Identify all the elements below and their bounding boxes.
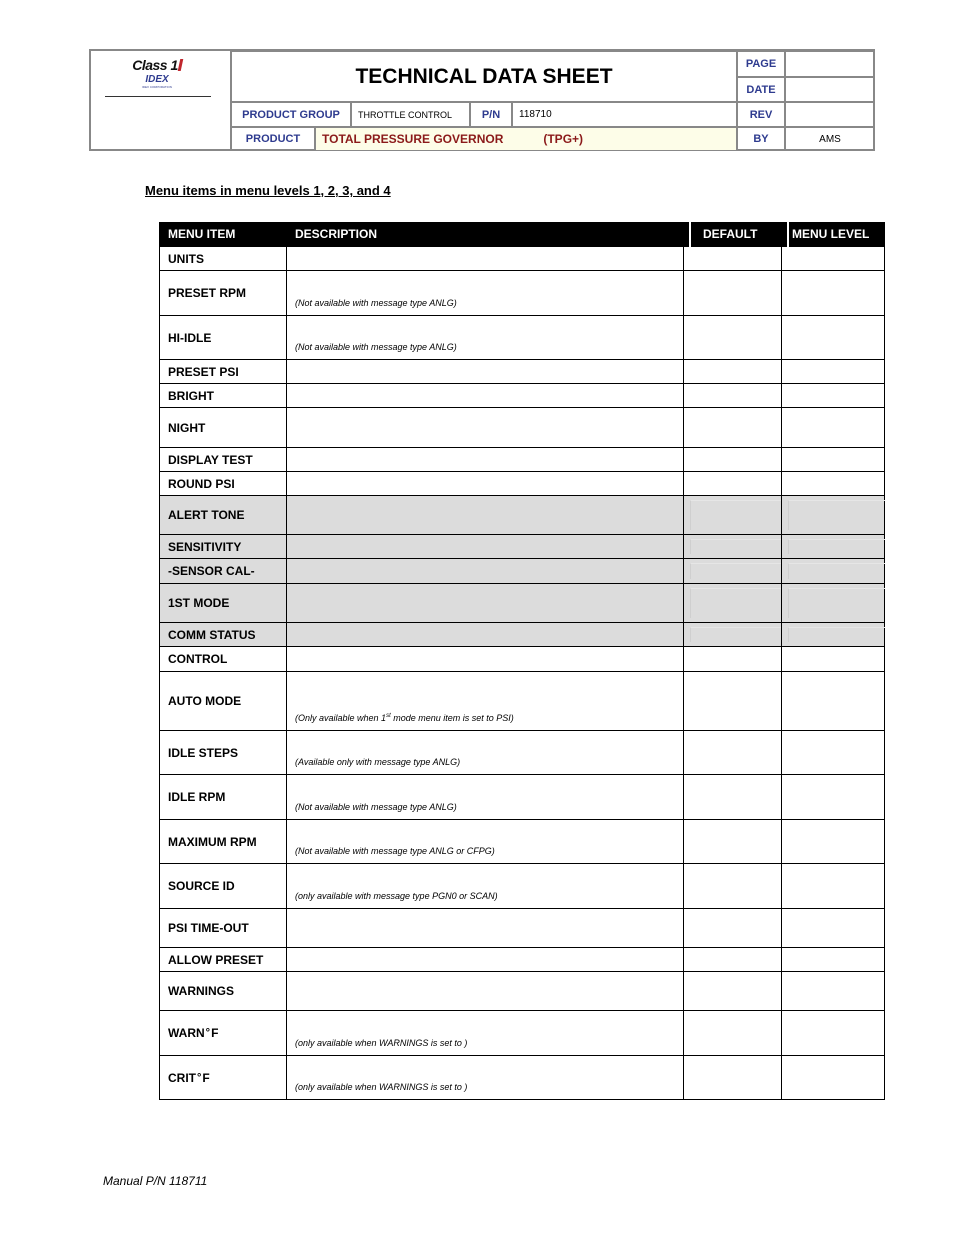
table-row [159, 1011, 885, 1056]
menu-item-cell: COMM STATUS [160, 623, 287, 646]
default-cell [684, 384, 782, 407]
description-cell [287, 1056, 684, 1099]
menu-level-cell [782, 448, 885, 471]
menu-item-cell: ALLOW PRESET [160, 948, 287, 971]
menu-item-cell: WARNINGS [160, 972, 287, 1010]
table-row-shaded [159, 584, 885, 623]
menu-level-cell [782, 948, 885, 971]
section-title: Menu items in menu levels 1, 2, 3, and 4 [145, 183, 391, 198]
column-header-default: DEFAULT [703, 227, 758, 241]
menu-level-cell [782, 384, 885, 407]
pn-value: 118710 [512, 102, 737, 127]
menu-level-cell [782, 1056, 885, 1099]
column-header-menu-item: MENU ITEM [168, 227, 236, 241]
default-cell [684, 948, 782, 971]
table-row [159, 472, 885, 496]
pn-label: P/N [470, 102, 512, 127]
page-value [785, 51, 875, 77]
menu-items-table [159, 222, 885, 1100]
menu-item-cell: UNITS [160, 247, 287, 270]
table-row [159, 408, 885, 448]
table-row [159, 316, 885, 360]
description-cell [287, 408, 684, 447]
default-cell [684, 1056, 782, 1099]
table-row [159, 360, 885, 384]
table-row-shaded [159, 559, 885, 584]
table-header [159, 222, 885, 247]
table-row-shaded [159, 496, 885, 535]
menu-item-cell: NIGHT [160, 408, 287, 447]
table-row [159, 1056, 885, 1100]
product-label: PRODUCT [231, 127, 315, 151]
default-cell [684, 584, 782, 622]
product-value [315, 127, 737, 151]
description-cell [287, 316, 684, 359]
menu-item-cell: WARN ° F [160, 1011, 287, 1055]
rev-value [785, 102, 875, 127]
description-cell [287, 496, 684, 534]
menu-level-cell [782, 775, 885, 819]
description-cell [287, 271, 684, 315]
table-row [159, 247, 885, 271]
by-value: AMS [785, 127, 875, 151]
page-label: PAGE [737, 51, 785, 77]
menu-level-cell [782, 820, 885, 863]
menu-item-cell: -SENSOR CAL- [160, 559, 287, 583]
default-cell [684, 559, 782, 583]
description-cell [287, 559, 684, 583]
default-cell [684, 496, 782, 534]
default-cell [684, 623, 782, 646]
default-cell [684, 972, 782, 1010]
description-cell [287, 864, 684, 908]
date-value [785, 77, 875, 102]
description-cell [287, 384, 684, 407]
default-cell [684, 271, 782, 315]
menu-item-cell: HI-IDLE [160, 316, 287, 359]
description-cell [287, 820, 684, 863]
menu-item-cell: DISPLAY TEST [160, 448, 287, 471]
menu-level-cell [782, 584, 885, 622]
availability-note: (Not available with message type ANLG) [295, 298, 457, 308]
default-cell [684, 1011, 782, 1055]
class1-logo: Class 1 [103, 57, 211, 73]
availability-note: (Not available with message type ANLG) [295, 802, 457, 812]
menu-item-cell: AUTO MODE [160, 672, 287, 730]
table-row [159, 271, 885, 316]
product-group-label: PRODUCT GROUP [231, 102, 351, 127]
default-cell [684, 360, 782, 383]
menu-level-cell [782, 496, 885, 534]
menu-item-cell: PRESET PSI [160, 360, 287, 383]
default-cell [684, 775, 782, 819]
description-cell [287, 623, 684, 646]
menu-level-cell [782, 672, 885, 730]
menu-item-cell: MAXIMUM RPM [160, 820, 287, 863]
table-row-shaded [159, 535, 885, 559]
table-row [159, 972, 885, 1011]
description-cell [287, 360, 684, 383]
date-label: DATE [737, 77, 785, 102]
menu-level-cell [782, 623, 885, 646]
description-cell [287, 1011, 684, 1055]
availability-note: (only available when WARNINGS is set to ) [295, 1082, 468, 1092]
header-divider [689, 222, 691, 247]
menu-item-cell: BRIGHT [160, 384, 287, 407]
menu-level-cell [782, 1011, 885, 1055]
document-title: TECHNICAL DATA SHEET [231, 51, 737, 102]
table-row [159, 909, 885, 948]
rev-label: REV [737, 102, 785, 127]
menu-level-cell [782, 316, 885, 359]
menu-item-cell: PRESET RPM [160, 271, 287, 315]
column-header-description: DESCRIPTION [295, 227, 378, 241]
description-cell [287, 647, 684, 671]
table-row [159, 820, 885, 864]
idex-logo-subtitle: IDEX CORPORATION [142, 85, 172, 89]
product-code: (TPG+) [543, 132, 584, 146]
default-cell [684, 864, 782, 908]
description-cell [287, 775, 684, 819]
default-cell [684, 731, 782, 774]
availability-note: (Available only with message type ANLG) [295, 757, 461, 767]
default-cell [684, 672, 782, 730]
default-cell [684, 408, 782, 447]
menu-item-cell: SENSITIVITY [160, 535, 287, 558]
logo-area [91, 51, 231, 151]
description-cell [287, 448, 684, 471]
menu-level-cell [782, 247, 885, 270]
table-row [159, 384, 885, 408]
menu-level-cell [782, 864, 885, 908]
menu-level-cell [782, 360, 885, 383]
availability-note: (Not available with message type ANLG or CFPG) [295, 846, 495, 856]
description-cell [287, 948, 684, 971]
header-divider [787, 222, 789, 247]
menu-item-cell: CONTROL [160, 647, 287, 671]
menu-item-cell: 1ST MODE [160, 584, 287, 622]
menu-level-cell [782, 535, 885, 558]
product-group-value: THROTTLE CONTROL [351, 102, 470, 127]
menu-item-cell: CRIT ° F [160, 1056, 287, 1099]
menu-level-cell [782, 271, 885, 315]
description-cell [287, 909, 684, 947]
description-cell [287, 247, 684, 270]
default-cell [684, 247, 782, 270]
manual-part-number: Manual P/N 118711 [103, 1174, 208, 1188]
table-row [159, 731, 885, 775]
table-row [159, 864, 885, 909]
table-row [159, 775, 885, 820]
default-cell [684, 472, 782, 495]
availability-note: (Only available when 1st mode menu item is set to PSI) [295, 713, 514, 723]
company-logo [103, 57, 211, 89]
menu-level-cell [782, 472, 885, 495]
by-label: BY [737, 127, 785, 151]
table-row [159, 647, 885, 672]
menu-item-cell: ALERT TONE [160, 496, 287, 534]
default-cell [684, 647, 782, 671]
default-cell [684, 909, 782, 947]
menu-item-cell: SOURCE ID [160, 864, 287, 908]
availability-note: (only available when WARNINGS is set to ) [295, 1038, 468, 1048]
menu-item-cell: IDLE STEPS [160, 731, 287, 774]
data-sheet-header [89, 49, 875, 151]
menu-level-cell [782, 909, 885, 947]
table-row [159, 948, 885, 972]
menu-item-cell: ROUND PSI [160, 472, 287, 495]
logo-divider [105, 96, 211, 97]
menu-level-cell [782, 972, 885, 1010]
default-cell [684, 820, 782, 863]
menu-level-cell [782, 731, 885, 774]
description-cell [287, 535, 684, 558]
table-row [159, 672, 885, 731]
product-name: TOTAL PRESSURE GOVERNOR [322, 132, 504, 146]
description-cell [287, 731, 684, 774]
table-row [159, 448, 885, 472]
menu-item-cell: PSI TIME-OUT [160, 909, 287, 947]
default-cell [684, 448, 782, 471]
description-cell [287, 584, 684, 622]
idex-logo: IDEX [145, 74, 169, 85]
default-cell [684, 535, 782, 558]
menu-level-cell [782, 408, 885, 447]
description-cell [287, 972, 684, 1010]
column-header-menu-level: MENU LEVEL [792, 227, 870, 241]
default-cell [684, 316, 782, 359]
description-cell [287, 472, 684, 495]
menu-level-cell [782, 559, 885, 583]
table-row-shaded [159, 623, 885, 647]
menu-item-cell: IDLE RPM [160, 775, 287, 819]
availability-note: (Not available with message type ANLG) [295, 342, 457, 352]
availability-note: (only available with message type PGN0 or SCAN) [295, 891, 498, 901]
menu-level-cell [782, 647, 885, 671]
description-cell [287, 672, 684, 730]
